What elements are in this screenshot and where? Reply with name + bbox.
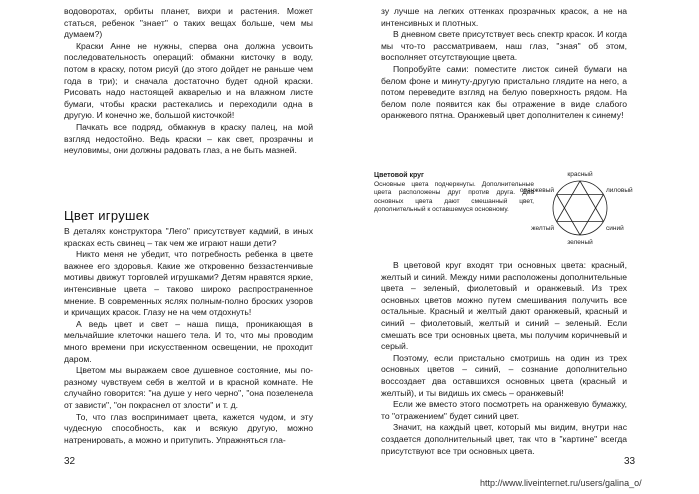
wheel-label-blue: синий bbox=[606, 225, 624, 232]
section-heading: Цвет игрушек bbox=[64, 208, 150, 223]
paragraph: Попробуйте сами: поместите листок синей бумаги на белом фоне и минуту-другую пристально глядите на него, а потом переведите взгляд на белую поверхность рядом. На белом поле появится как бы отражение в виде слабого оранжевого пятна. Оранжевый цвет дополнителен к синему! bbox=[381, 63, 627, 121]
right-text-block-1 bbox=[381, 6, 627, 122]
wheel-label-yellow: желтый bbox=[531, 225, 554, 232]
wheel-label-green: зеленый bbox=[567, 239, 593, 246]
paragraph: В цветовой круг входят три основных цвета: красный, желтый и синий. Между ними расположены дополнительные цвета – зеленый, фиолетовый и оранжевый. Из трех основных цветов можно путем смешивания получить все остальные. Красный и желтый дают оранжевый, красный и синий – фиолетовый, желтый и синий – зеленый. Если смешать все три основных цвета, мы получим коричневый и серый. bbox=[381, 260, 627, 352]
paragraph: В деталях конструктора "Лего" присутствует кадмий, в иных красках есть свинец – так чем же играют наши дети? bbox=[64, 226, 313, 248]
left-page bbox=[0, 0, 349, 494]
paragraph: зу лучше на легких оттенках прозрачных красок, а не на интенсивных и плотных. bbox=[381, 6, 627, 28]
paragraph: Поэтому, если пристально смотришь на один из трех основных цветов – синий, – сознание дополнительно воссоздает два оставшихся основных цвета (красный и желтый), и ты видишь их смесь – оранжевый! bbox=[381, 352, 627, 398]
left-text-block-1 bbox=[64, 6, 313, 157]
paragraph: Если же вместо этого посмотреть на оранжевую бумажку, то "отражением" будет синий цвет. bbox=[381, 399, 627, 421]
paragraph: То, что глаз воспринимает цвета, кажется чудом, и эту чудесную способность, как и всякую другую, можно натренировать, а можно и притупить. Упражняться гла- bbox=[64, 411, 313, 445]
paragraph: Никто меня не убедит, что потребность ребенка в цвете важнее его здоровья. Какие же откровенно беззастенчивые мотивы движут торговлей игрушками? Детям нравятся яркие, интенсивные цвета – таково широко распространенное мнение. В современных яслях полным-полно броских узоров и кричащих красок. Глазу не на чем отдохнуть! bbox=[64, 249, 313, 318]
watermark-url: http://www.liveinternet.ru/users/galina_o/ bbox=[480, 478, 642, 488]
paragraph: Краски Анне не нужны, сперва она должна усвоить последовательность операций: обмакни кисточку в воду, потом в краску, потом рисуй (до этого дойдет не раньше чем года в три); и сначала достаточно будет одной краски. Рисовать надо настоящей акварелью и на влажном листе бумаги, чтобы краски растекались и переходили одна в другую. И конечно же, большой кисточкой! bbox=[64, 40, 313, 121]
wheel-label-red: красный bbox=[567, 171, 593, 178]
wheel-label-orange: оранжевый bbox=[519, 187, 554, 194]
color-wheel-diagram bbox=[519, 166, 633, 248]
left-text-block-2 bbox=[64, 226, 313, 446]
page-number-left: 32 bbox=[64, 456, 76, 467]
caption-title: Цветовой круг bbox=[374, 172, 424, 179]
color-wheel-caption bbox=[374, 172, 534, 215]
right-text-block-2 bbox=[381, 260, 627, 457]
paragraph: А ведь цвет и свет – наша пища, проникающая в мельчайшие клеточки нашего тела. И то, что мы проводим много времени при искусственном освещении, не проходит даром. bbox=[64, 318, 313, 364]
caption-body: Основные цвета подчеркнуты. Дополнительные цвета расположены друг против друга. Два основных цвета дают смешанный цвет, дополнительный к оставшемуся основному. bbox=[374, 180, 534, 214]
paragraph: Пачкать все подряд, обмакнув в краску палец, на мой взгляд недостойно. Ведь краски – как свет, прозрачны и неуловимы, они должны радовать глаз, а не быть мазней. bbox=[64, 121, 313, 156]
wheel-label-violet: лиловый bbox=[606, 187, 633, 194]
right-page bbox=[350, 0, 699, 494]
paragraph: В дневном свете присутствует весь спектр красок. И когда мы что-то рассматриваем, наш глаз, "зная" об этом, восполняет отсутствующие цвета. bbox=[381, 29, 627, 63]
paragraph: водоворотах, орбиты планет, вихри и растения. Может статься, ребенок "знает" о таких вещах больше, чем мы думаем?) bbox=[64, 6, 313, 40]
page-number-right: 33 bbox=[624, 456, 636, 467]
color-wheel-circle bbox=[553, 181, 607, 235]
paragraph: Цветом мы выражаем свое душевное состояние, мы по-разному чувствуем себя в желтой и в красной комнате. Не случайно говорится: "на душе у него черно", "она позеленела от зависти", "он покраснел от злости" и т. д. bbox=[64, 365, 313, 410]
paragraph: Значит, на каждый цвет, который мы видим, внутри нас создается дополнительный цвет, так что в "картине" всегда присутствуют все три основных цвета. bbox=[381, 422, 627, 456]
